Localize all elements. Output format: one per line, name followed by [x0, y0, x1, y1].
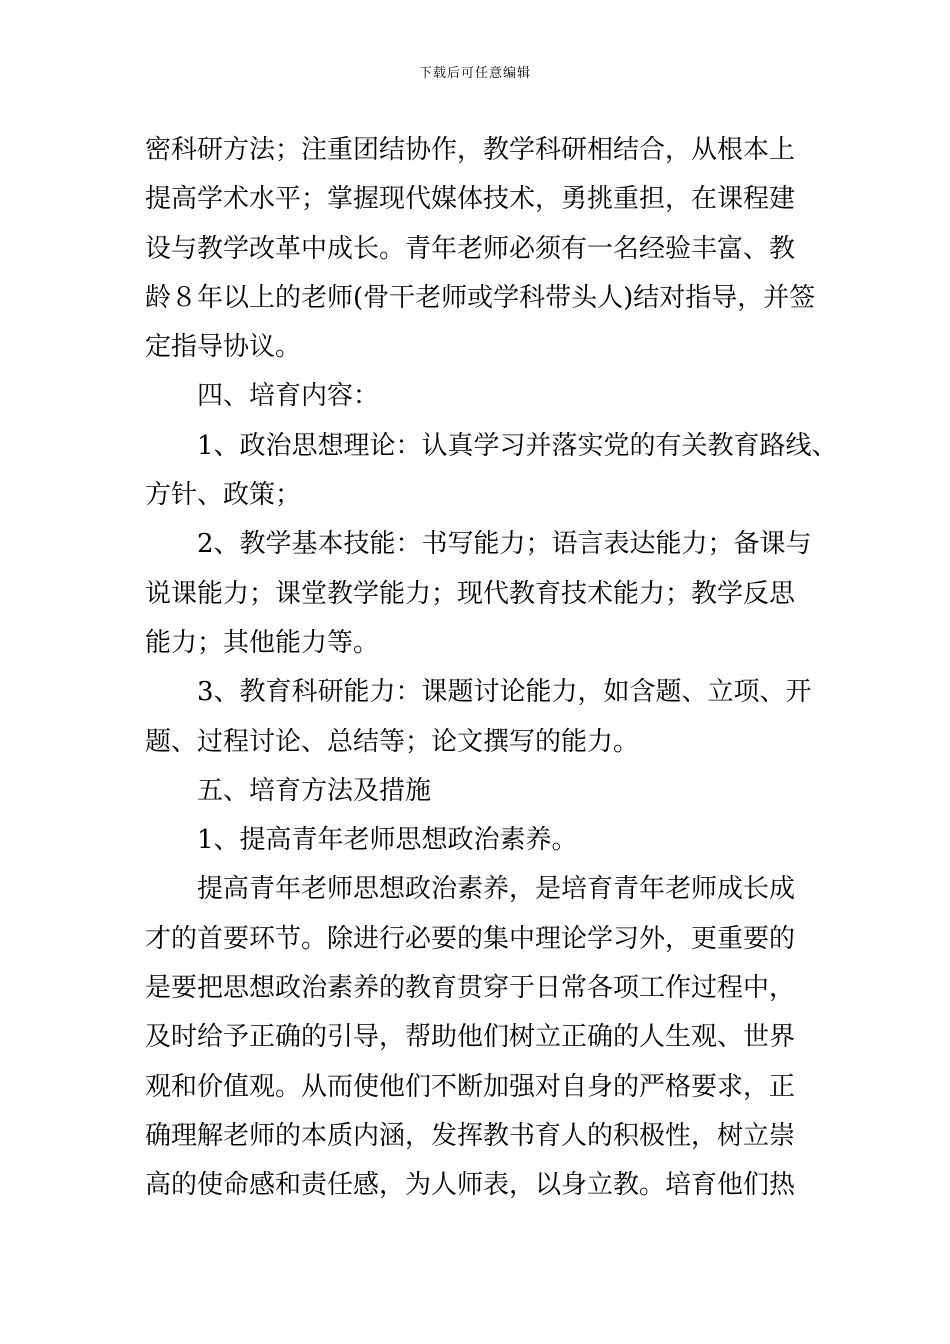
text-line: 方针、政策； — [145, 480, 302, 511]
text-line: 及时给予正确的引导，帮助他们树立正确的人生观、世界 — [145, 1022, 796, 1053]
text-line: 才的首要环节。除进行必要的集中理论学习外，更重要的 — [145, 923, 796, 954]
text-line: 能力；其他能力等。 — [145, 627, 380, 658]
section-heading: 四、培育内容： — [197, 381, 380, 412]
text-line: 密科研方法；注重团结协作，教学科研相结合，从根本上 — [145, 135, 796, 165]
page-header: 下载后可任意编辑 — [418, 66, 531, 81]
text-line: 龄８年以上的老师(骨干老师或学科带头人)结对指导，并签 — [145, 282, 816, 313]
text-line: 提高学术水平；掌握现代媒体技术，勇挑重担，在课程建 — [145, 184, 796, 215]
text-line: 观和价值观。从而使他们不断加强对自身的严格要求，正 — [145, 1071, 796, 1102]
list-item: 2、教学基本技能：书写能力；语言表达能力；备课与 — [197, 529, 812, 560]
text-line: 定指导协议。 — [145, 332, 302, 363]
document-body — [145, 126, 838, 1211]
text-line: 设与教学改革中成长。青年老师必须有一名经验丰富、教 — [145, 233, 796, 264]
text-line: 高的使命感和责任感，为人师表，以身立教。培育他们热 — [145, 1170, 796, 1201]
list-item: 1、提高青年老师思想政治素养。 — [197, 825, 578, 856]
text-line: 是要把思想政治素养的教育贯穿于日常各项工作过程中， — [145, 973, 796, 1004]
text-line: 确理解老师的本质内涵，发挥教书育人的积极性，树立崇 — [145, 1120, 796, 1151]
list-item: 3、教育科研能力：课题讨论能力，如含题、立项、开 — [197, 677, 812, 708]
text-line: 说课能力；课堂教学能力；现代教育技术能力；教学反思 — [145, 578, 796, 609]
section-heading: 五、培育方法及措施 — [197, 775, 432, 806]
list-item: 1、政治思想理论：认真学习并落实党的有关教育路线、 — [197, 430, 838, 461]
paragraph-start: 提高青年老师思想政治素养，是培育青年老师成长成 — [197, 874, 796, 905]
text-line: 题、过程讨论、总结等；论文撰写的能力。 — [145, 726, 640, 757]
